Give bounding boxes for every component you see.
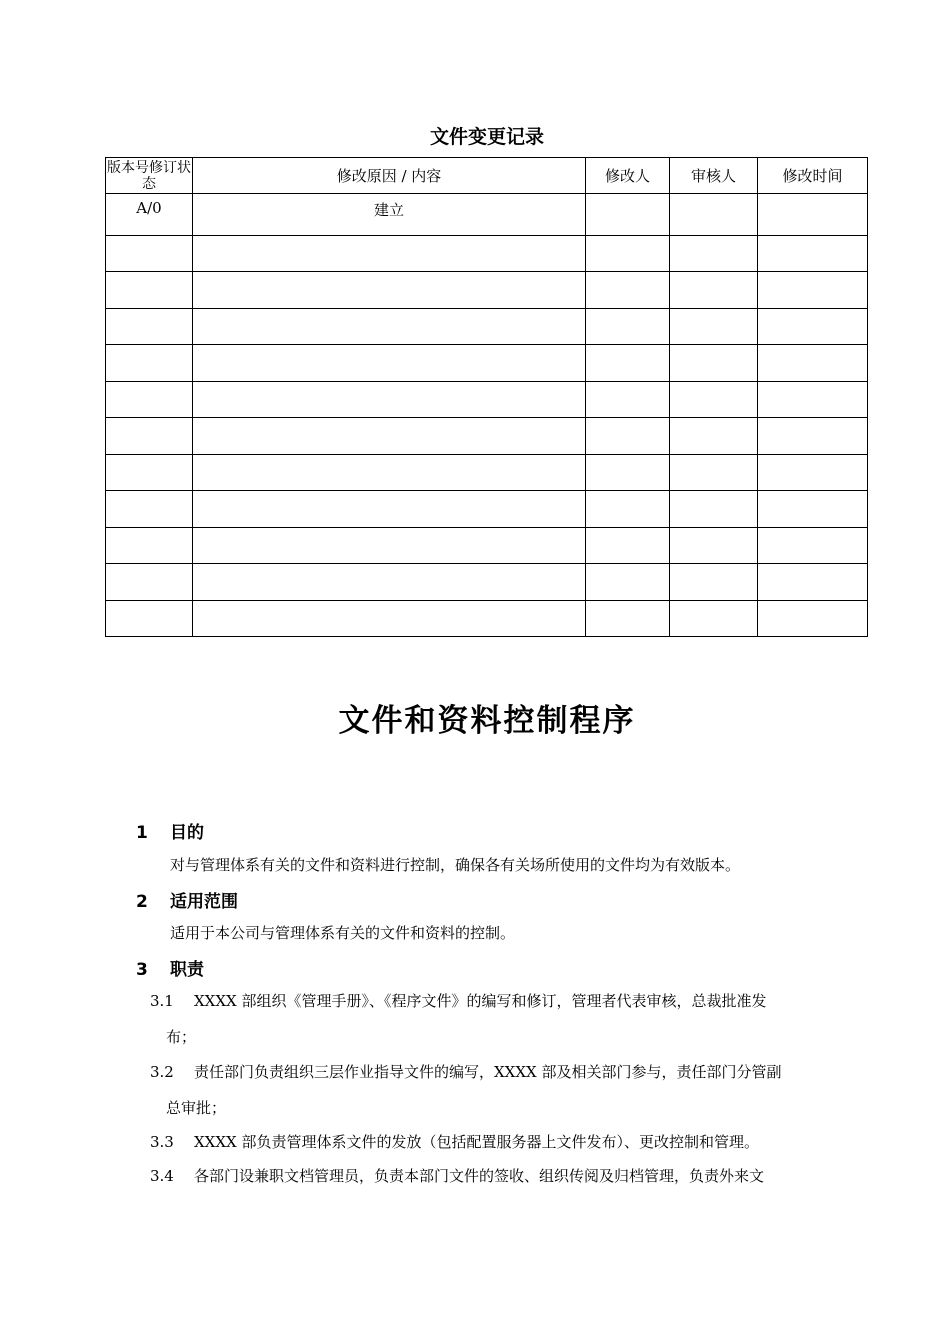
table-cell [758, 345, 868, 382]
table-row [106, 235, 868, 272]
table-cell [758, 564, 868, 601]
table-header-row [106, 158, 868, 194]
header-reason: 修改原因 / 内容 [193, 158, 586, 194]
table-cell [193, 454, 586, 491]
table-row [106, 418, 868, 455]
table-row [106, 491, 868, 528]
table-cell: A/0 [106, 194, 193, 236]
table-cell [106, 527, 193, 564]
table-cell [758, 381, 868, 418]
table-cell [106, 345, 193, 382]
duty-text-continued: 总审批； [166, 1099, 227, 1117]
header-version: 版本号修订状态 [107, 159, 191, 192]
table-cell [106, 235, 193, 272]
table-cell [758, 600, 868, 637]
table-cell [670, 235, 758, 272]
table-row [106, 308, 868, 345]
table-cell [586, 381, 670, 418]
table-cell [193, 272, 586, 309]
table-cell [758, 527, 868, 564]
table-cell [106, 308, 193, 345]
table-row [106, 454, 868, 491]
duty-item-3-4 [150, 1165, 840, 1201]
table-row [106, 527, 868, 564]
table-cell [193, 491, 586, 528]
table-cell [106, 564, 193, 601]
table-cell [193, 381, 586, 418]
table-cell [586, 527, 670, 564]
table-cell [106, 454, 193, 491]
table-row [106, 381, 868, 418]
table-cell [758, 235, 868, 272]
table-cell [106, 272, 193, 309]
table-cell [193, 345, 586, 382]
table-cell [758, 454, 868, 491]
table-cell [758, 194, 868, 236]
section-number: 2 [136, 892, 148, 912]
duty-text-continued: 布； [166, 1028, 197, 1046]
table-cell [586, 194, 670, 236]
duty-item-3-3 [150, 1131, 840, 1167]
table-cell [586, 308, 670, 345]
table-cell [586, 345, 670, 382]
table-cell [670, 418, 758, 455]
table-cell [586, 491, 670, 528]
table-cell [670, 308, 758, 345]
table-cell [670, 381, 758, 418]
table-cell [670, 527, 758, 564]
duty-number: 3.3 [150, 1133, 174, 1151]
section-heading-purpose [136, 818, 204, 843]
duty-item-3-1 [150, 990, 840, 1047]
table-cell [586, 600, 670, 637]
table-cell [193, 527, 586, 564]
table-cell [758, 418, 868, 455]
table-row [106, 272, 868, 309]
table-row [106, 345, 868, 382]
duty-number: 3.4 [150, 1167, 174, 1185]
duty-text: 各部门设兼职文档管理员，负责本部门文件的签收、组织传阅及归档管理，负责外来文 [194, 1167, 765, 1185]
duty-text: XXXX 部负责管理体系文件的发放（包括配置服务器上文件发布）、更改控制和管理。 [194, 1133, 759, 1151]
document-title: 文件和资料控制程序 [338, 703, 636, 739]
duty-text: 责任部门负责组织三层作业指导文件的编写，XXXX 部及相关部门参与，责任部门分管副 [194, 1063, 782, 1081]
duty-item-3-2 [150, 1061, 840, 1118]
table-cell [106, 418, 193, 455]
table-cell [586, 235, 670, 272]
table-cell [193, 600, 586, 637]
table-cell [670, 600, 758, 637]
table-cell [670, 564, 758, 601]
section-text-scope: 适用于本公司与管理体系有关的文件和资料的控制。 [170, 924, 516, 942]
table-cell [193, 418, 586, 455]
table-cell [670, 194, 758, 236]
duty-number: 3.1 [150, 992, 174, 1010]
table-cell [586, 272, 670, 309]
section-title: 目的 [170, 823, 204, 843]
table-cell [670, 491, 758, 528]
table-cell [586, 564, 670, 601]
table-cell: 建立 [193, 194, 586, 236]
table-cell [758, 491, 868, 528]
table-cell [670, 454, 758, 491]
table-cell [586, 454, 670, 491]
table-cell [670, 272, 758, 309]
section-number: 1 [136, 823, 148, 843]
header-reviewer: 审核人 [670, 158, 758, 194]
table-cell [670, 345, 758, 382]
table-cell [106, 381, 193, 418]
table-row [106, 194, 868, 236]
table-cell [106, 491, 193, 528]
section-heading-scope [136, 887, 238, 912]
duty-number: 3.2 [150, 1063, 174, 1081]
table-cell [106, 600, 193, 637]
section-number: 3 [136, 960, 148, 980]
table-cell [758, 272, 868, 309]
table-cell [758, 308, 868, 345]
table-row [106, 564, 868, 601]
header-modifier: 修改人 [586, 158, 670, 194]
section-title: 职责 [170, 960, 204, 980]
table-row [106, 600, 868, 637]
header-time: 修改时间 [758, 158, 868, 194]
table-cell [193, 308, 586, 345]
table-cell [193, 235, 586, 272]
table-cell [586, 418, 670, 455]
table-cell [193, 564, 586, 601]
section-heading-duties [136, 955, 204, 980]
section-title: 适用范围 [170, 892, 238, 912]
change-record-title: 文件变更记录 [429, 126, 544, 148]
change-record-table [105, 157, 868, 637]
section-text-purpose: 对与管理体系有关的文件和资料进行控制，确保各有关场所使用的文件均为有效版本。 [170, 856, 741, 874]
duty-text: XXXX 部组织《管理手册》、《程序文件》的编写和修订，管理者代表审核，总裁批准发 [194, 992, 767, 1010]
